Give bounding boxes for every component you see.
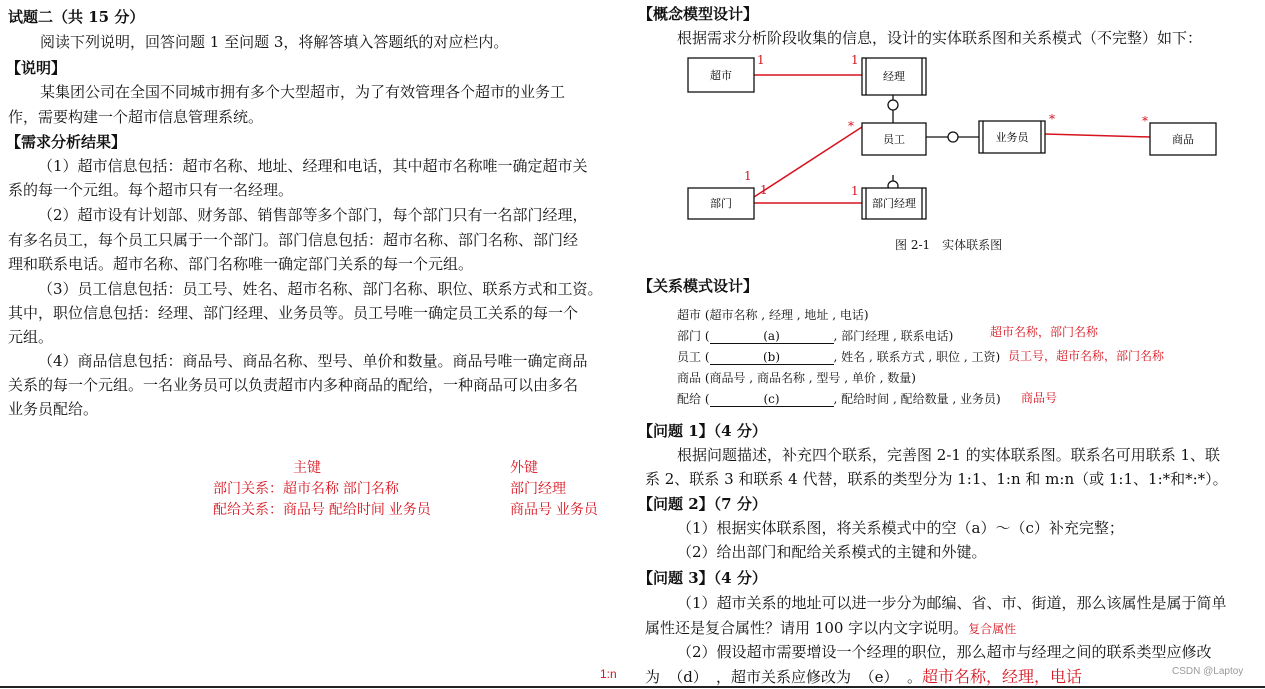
concept-header: 【概念模型设计】: [638, 5, 759, 23]
req-2-line-3: 理和联系电话。超市名称、部门名称唯一确定部门关系的每一个元组。: [8, 255, 474, 273]
req-3-line-1: （3）员工信息包括：员工号、姓名、超市名称、部门名称、职位、联系方式和工资。: [38, 280, 603, 298]
question-2-header: 【问题 2】（7 分）: [638, 495, 767, 513]
question-3-line-1: （1）超市关系的地址可以进一步分为邮编、省、市、街道，那么该属性是属于简单: [677, 594, 1227, 612]
card-goods: *: [1142, 114, 1148, 128]
req-4-line-2: 关系的每一个元组。一名业务员可以负责超市内多种商品的配给，一种商品可以由多名: [8, 376, 579, 394]
card-salesman: *: [1049, 112, 1055, 126]
req-4-line-3: 业务员配给。: [8, 400, 99, 418]
watermark: CSDN @Laptoy: [1172, 666, 1244, 677]
answer-c: 商品号: [1021, 391, 1058, 405]
entity-dept-manager-label: 部门经理: [872, 197, 916, 210]
schema-header: 【关系模式设计】: [638, 277, 759, 295]
question-3-line-4: [645, 664, 1082, 688]
answer-composite: 复合属性: [968, 622, 1017, 636]
question-3-line-2: [645, 617, 1016, 638]
card-supermarket: 1: [757, 53, 765, 67]
card-dept-bottom: 1: [760, 183, 768, 197]
entity-manager: [862, 58, 926, 95]
entity-employee: [862, 123, 926, 155]
q3-line-4-prefix: 为: [645, 668, 661, 686]
requirements-header: 【需求分析结果】: [6, 133, 127, 151]
schema-supply-prefix: 配给 (: [677, 392, 710, 406]
supply-relation-fk: 商品号 业务员: [510, 501, 598, 517]
req-1-line-1: （1）超市信息包括：超市名称、地址、经理和电话，其中超市名称唯一确定超市关: [38, 157, 588, 175]
dept-relation-fk: 部门经理: [510, 480, 566, 496]
schema-employee: [677, 348, 1000, 365]
question-3-header: 【问题 3】（4 分）: [638, 569, 767, 587]
entity-manager-label: 经理: [883, 70, 905, 83]
schema-employee-prefix: 员工 (: [677, 350, 710, 364]
entity-salesman-label: 业务员: [995, 131, 1029, 144]
question-2-line-1: （1）根据实体联系图，将关系模式中的空（a）～（c）补充完整；: [677, 519, 1124, 537]
blank-b: (b): [710, 350, 834, 365]
dept-relation-pk: 部门关系：超市名称 部门名称: [213, 480, 399, 496]
entity-dept-manager: [862, 188, 926, 219]
req-3-line-3: 元组。: [8, 328, 54, 346]
concept-intro: 根据需求分析阶段收集的信息，设计的实体联系图和关系模式（不完整）如下：: [677, 29, 1203, 47]
q3-line-4-middle: ，超市关系应修改为: [716, 668, 852, 686]
question-1-line-2: 系 2、联系 3 和联系 4 代替，联系的类型分为 1:1、1:n 和 m:n（或 1:1、1:*和*:*）。: [645, 470, 1228, 488]
question-3-line-2-text: 属性还是复合属性？请用 100 字以内文字说明。: [645, 619, 969, 637]
entity-goods-label: 商品: [1172, 133, 1194, 146]
req-2-line-2: 有多名员工，每个员工只属于一个部门。部门信息包括：超市名称、部门名称、部门经: [8, 231, 579, 249]
question-1-header: 【问题 1】（4 分）: [638, 422, 767, 440]
shuoming-header: 【说明】: [6, 59, 67, 77]
req-1-line-2: 系的每一个元组。每个超市只有一名经理。: [8, 181, 294, 199]
req-3-line-2: 其中，职位信息包括：经理、部门经理、业务员等。员工号唯一确定员工关系的每一个: [8, 304, 579, 322]
schema-supply: [677, 390, 1001, 407]
schema-department-suffix: , 部门经理 , 联系电话): [833, 329, 954, 343]
card-dept-top: 1: [744, 169, 752, 183]
er-diagram: [640, 45, 1260, 230]
entity-department-label: 部门: [710, 197, 732, 210]
blank-c: (c): [710, 392, 834, 407]
entity-department: [688, 188, 754, 219]
entity-salesman: [979, 121, 1045, 153]
supply-relation-pk: 配给关系：商品号 配给时间 业务员: [213, 501, 431, 517]
entity-supermarket: [688, 58, 754, 92]
answer-b: 员工号，超市名称，部门名称: [1008, 349, 1165, 363]
question-2-line-2: （2）给出部门和配给关系模式的主键和外键。: [677, 543, 987, 561]
intro-text: 阅读下列说明，回答问题 1 至问题 3，将解答填入答题纸的对应栏内。: [40, 33, 509, 51]
question-3-line-3: （2）假设超市需要增设一个经理的职位，那么超市与经理之间的联系类型应修改: [677, 643, 1212, 661]
card-employee: *: [848, 119, 854, 133]
shuoming-line-2: 作，需要构建一个超市信息管理系统。: [8, 108, 264, 126]
entity-employee-label: 员工: [883, 133, 905, 146]
entity-supermarket-label: 超市: [710, 69, 732, 82]
entity-goods: [1150, 123, 1216, 155]
card-manager: 1: [851, 53, 859, 67]
card-deptmanager: 1: [851, 184, 859, 198]
schema-department-prefix: 部门 (: [677, 329, 710, 343]
schema-employee-suffix: , 姓名 , 联系方式 , 职位 , 工资): [833, 350, 1001, 364]
one-to-n-note: 1:n: [600, 667, 617, 681]
schema-goods: 商品 (商品号 , 商品名称 , 型号 , 单价 , 数量): [677, 371, 916, 385]
schema-department: [677, 327, 953, 344]
blank-a: (a): [710, 329, 834, 344]
blank-d: （d）: [660, 666, 716, 688]
primary-key-header: 主键: [293, 459, 321, 475]
question-title: 试题二（共 15 分）: [8, 8, 145, 26]
schema-supermarket: 超市 (超市名称 , 经理 , 地址 , 电话): [677, 308, 869, 322]
schema-supply-suffix: , 配给时间 , 配给数量 , 业务员): [833, 392, 1001, 406]
answer-a: 超市名称，部门名称: [990, 325, 1099, 339]
foreign-key-header: 外键: [510, 459, 538, 475]
blank-e: （e）: [851, 666, 907, 688]
question-1-line-1: 根据问题描述，补充四个联系，完善图 2-1 的实体联系图。联系名可用联系 1、联: [677, 446, 1221, 464]
shuoming-line-1: 某集团公司在全国不同城市拥有多个大型超市，为了有效管理各个超市的业务工: [40, 83, 566, 101]
req-2-line-1: （2）超市设有计划部、财务部、销售部等多个部门，每个部门只有一名部门经理，: [38, 206, 588, 224]
answer-e: 超市名称，经理，电话: [922, 669, 1083, 686]
subtype-circle-salesman: [948, 132, 958, 142]
q3-line-4-end: 。: [907, 668, 923, 686]
figure-caption: 图 2-1 实体联系图: [895, 238, 1003, 252]
req-4-line-1: （4）商品信息包括：商品号、商品名称、型号、单价和数量。商品号唯一确定商品: [38, 352, 588, 370]
bottom-border: [0, 686, 1265, 688]
subtype-circle-manager: [888, 100, 898, 110]
